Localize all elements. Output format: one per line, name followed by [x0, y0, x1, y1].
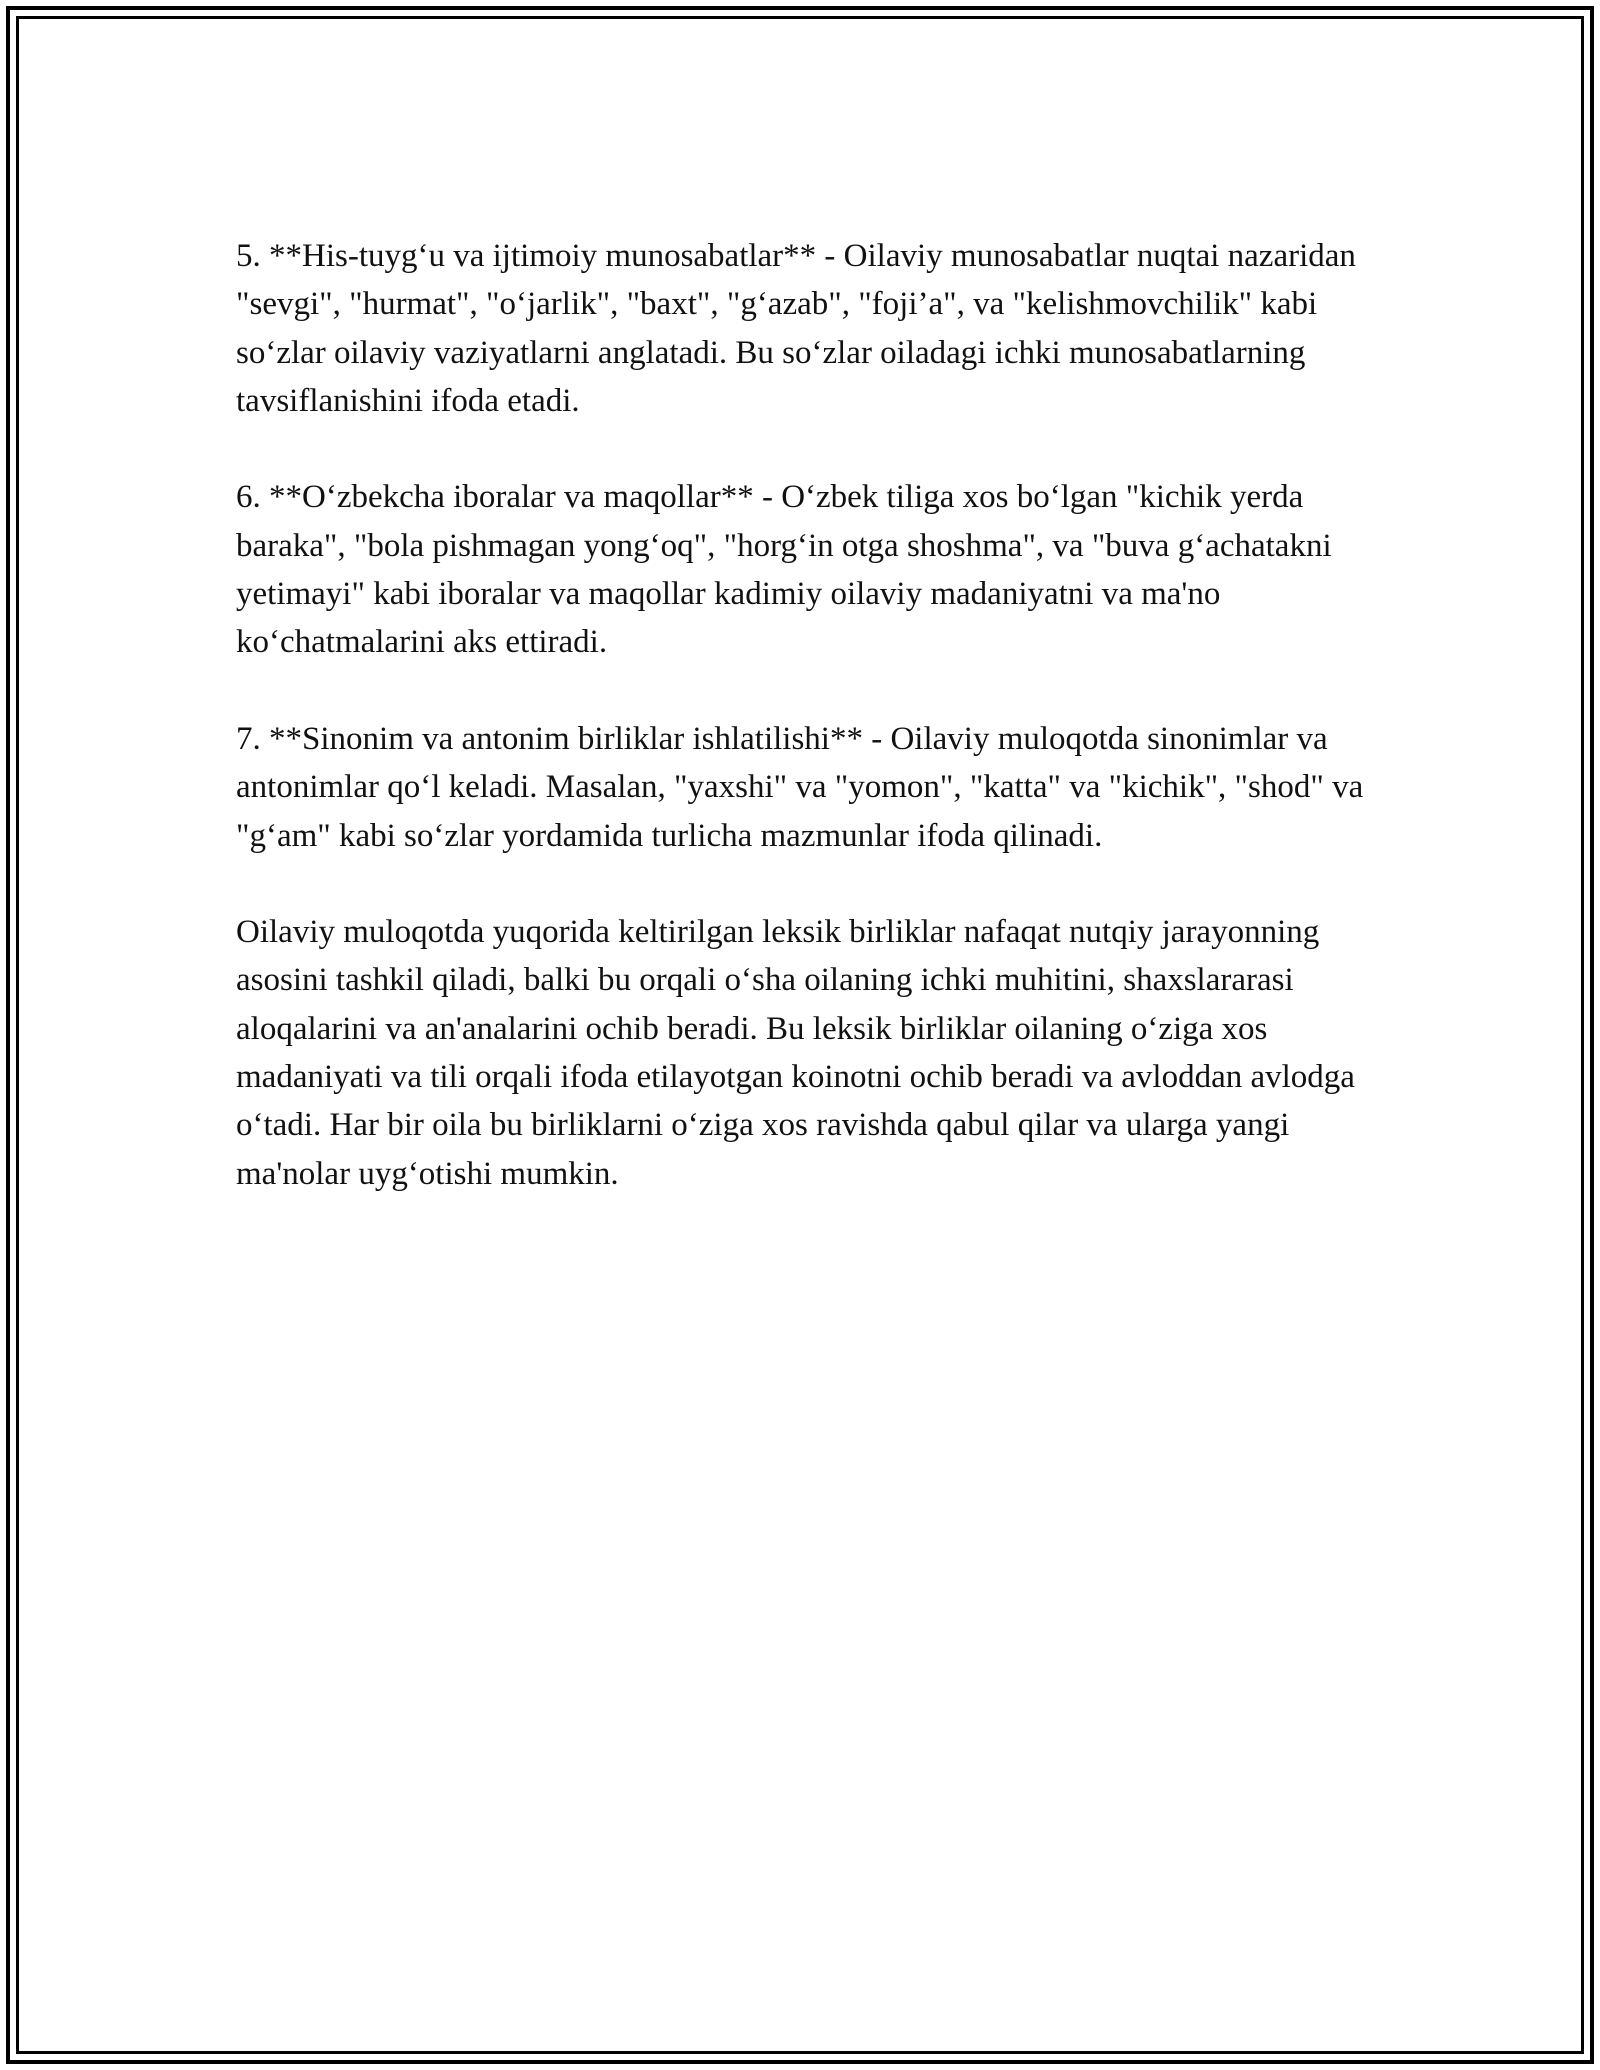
paragraph-item-6: 6. **O‘zbekcha iboralar va maqollar** - O‘zbek tiliga xos bo‘lgan "kichik yerda baraka", "bola pishmagan yong‘oq", "horg‘in otga shoshma", va "buva g‘achatakni yetimayi" kabi iboralar va maqollar kadimiy oilaviy madaniyatni va ma'no ko‘chatmalarini aks ettiradi. — [236, 479, 1332, 661]
document-body — [236, 232, 1376, 1246]
paragraph-item-5: 5. **His-tuyg‘u va ijtimoiy munosabatlar** - Oilaviy munosabatlar nuqtai nazaridan "sevgi", "hurmat", "o‘jarlik", "baxt", "g‘azab", "foji’a", va "kelishmovchilik" kabi so‘zlar oilaviy vaziyatlarni anglatadi. Bu so‘zlar oiladagi ichki munosabatlarning tavsiflanishini ifoda etadi. — [236, 238, 1356, 419]
paragraph-item-7: 7. **Sinonim va antonim birliklar ishlatilishi** - Oilaviy muloqotda sinonimlar va antonimlar qo‘l keladi. Masalan, "yaxshi" va "yomon", "katta" va "kichik", "shod" va "g‘am" kabi so‘zlar yordamida turlicha mazmunlar ifoda qilinadi. — [236, 720, 1364, 854]
paragraph-conclusion: Oilaviy muloqotda yuqorida keltirilgan leksik birliklar nafaqat nutqiy jarayonning asosini tashkil qiladi, balki bu orqali o‘sha oilaning ichki muhitini, shaxslararasi aloqalarini va an'analarini ochib beradi. Bu leksik birliklar oilaning o‘ziga xos madaniyati va tili orqali ifoda etilayotgan koinotni ochib beradi va avloddan avlodga o‘tadi. Har bir oila bu birliklarni o‘ziga xos ravishda qabul qilar va ularga yangi ma'nolar uyg‘otishi mumkin. — [236, 914, 1355, 1192]
